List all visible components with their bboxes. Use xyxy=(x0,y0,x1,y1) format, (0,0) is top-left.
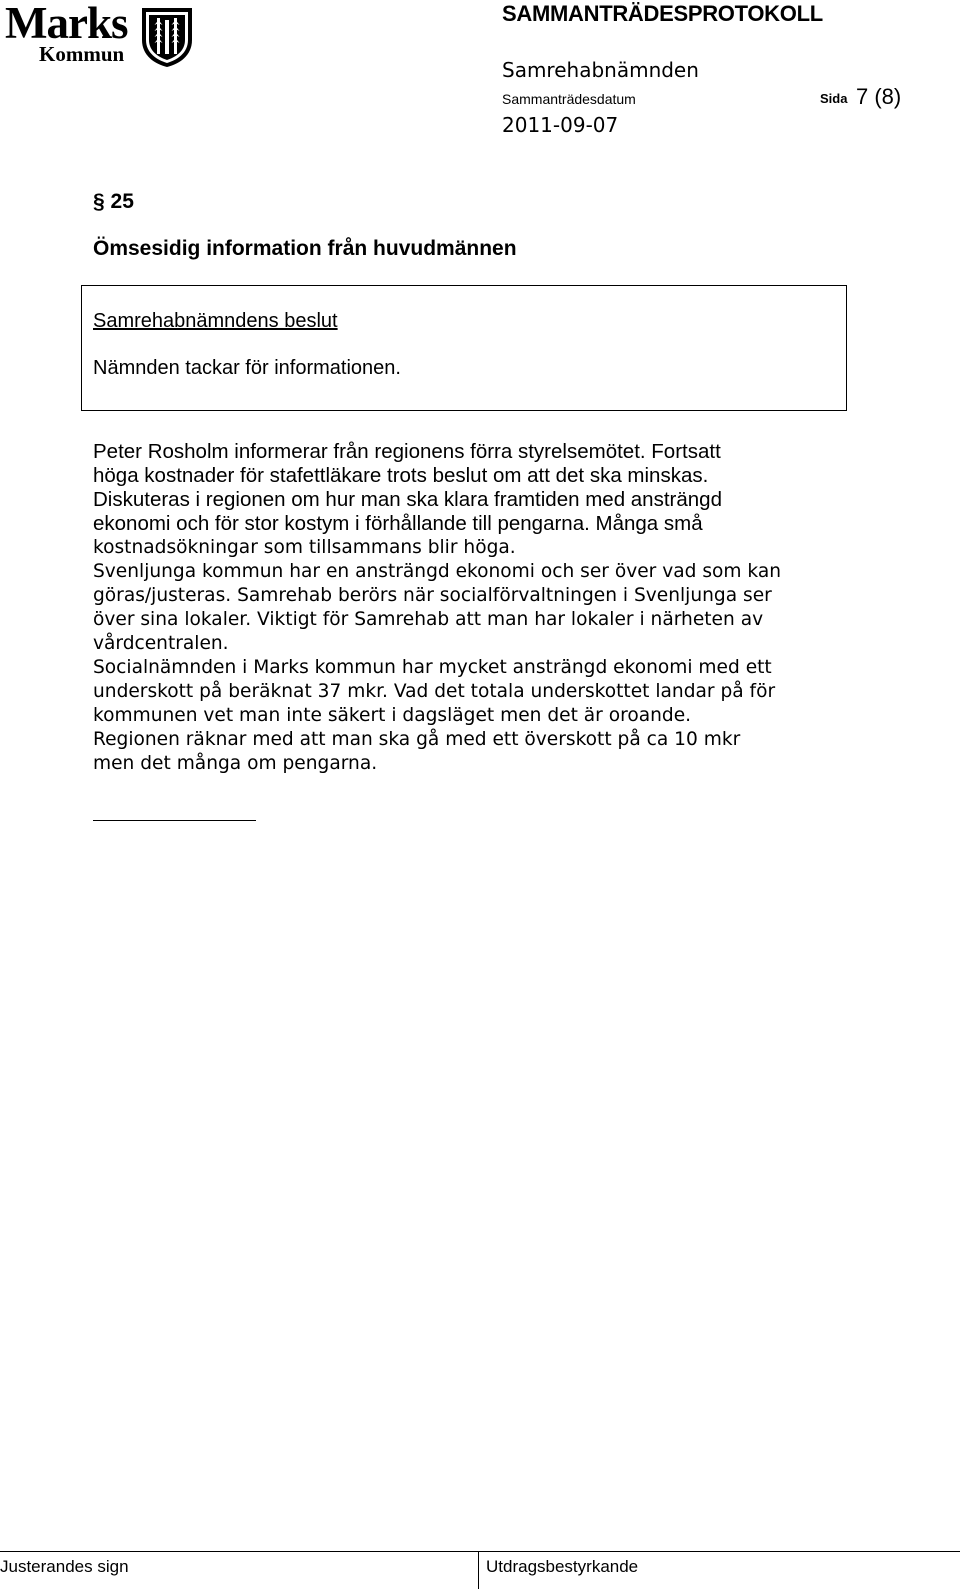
page-label: Sida xyxy=(820,91,848,106)
body-line: göras/justeras. Samrehab berörs när socialförvaltningen i Svenljunga ser xyxy=(93,585,772,606)
coat-of-arms-icon xyxy=(139,6,195,68)
end-of-section-rule xyxy=(93,820,256,821)
decision-text: Nämnden tackar för informationen. xyxy=(93,357,401,379)
paragraph-number: § 25 xyxy=(93,190,134,213)
extract-certification-label: Utdragsbestyrkande xyxy=(486,1557,639,1576)
body-text xyxy=(93,440,843,776)
document-type: SAMMANTRÄDESPROTOKOLL xyxy=(502,1,823,26)
section-heading: Ömsesidig information från huvudmännen xyxy=(93,237,517,260)
body-line: Svenljunga kommun har en ansträngd ekonomi och ser över vad som kan xyxy=(93,561,782,582)
body-line: men det många om pengarna. xyxy=(93,753,378,774)
body-line: Regionen räknar med att man ska gå med ett överskott på ca 10 mkr xyxy=(93,729,741,750)
footer-column-divider xyxy=(478,1551,479,1589)
body-line: Socialnämnden i Marks kommun har mycket ansträngd ekonomi med ett xyxy=(93,657,772,678)
logo-wordmark: Marks xyxy=(5,0,128,48)
meeting-date-label: Sammanträdesdatum xyxy=(502,91,636,107)
body-line: kommunen vet man inte säkert i dagsläget men det är oroande. xyxy=(93,705,692,726)
body-line: över sina lokaler. Viktigt för Samrehab att man har lokaler i närheten av xyxy=(93,609,764,630)
committee-name: Samrehabnämnden xyxy=(502,58,699,82)
body-line: höga kostnader för stafettläkare trots beslut om att det ska minskas. xyxy=(93,464,709,487)
body-line: ekonomi och för stor kostym i förhållande till pengarna. Många små xyxy=(93,512,703,535)
marks-kommun-logo xyxy=(5,0,195,68)
page-number: 7 (8) xyxy=(856,84,902,109)
footer-divider-line xyxy=(0,1551,960,1552)
body-line: vårdcentralen. xyxy=(93,633,229,654)
body-line: Peter Rosholm informerar från regionens förra styrelsemötet. Fortsatt xyxy=(93,440,721,463)
meeting-date: 2011-09-07 xyxy=(502,113,619,137)
decision-box xyxy=(81,285,847,411)
body-line: Diskuteras i regionen om hur man ska klara framtiden med ansträngd xyxy=(93,488,722,511)
decision-title: Samrehabnämndens beslut xyxy=(93,310,338,332)
body-line: kostnadsökningar som tillsammans blir höga. xyxy=(93,537,516,558)
signature-label: Justerandes sign xyxy=(0,1557,129,1576)
body-line: underskott på beräknat 37 mkr. Vad det totala underskottet landar på för xyxy=(93,681,776,702)
logo-subtitle: Kommun xyxy=(39,42,125,66)
